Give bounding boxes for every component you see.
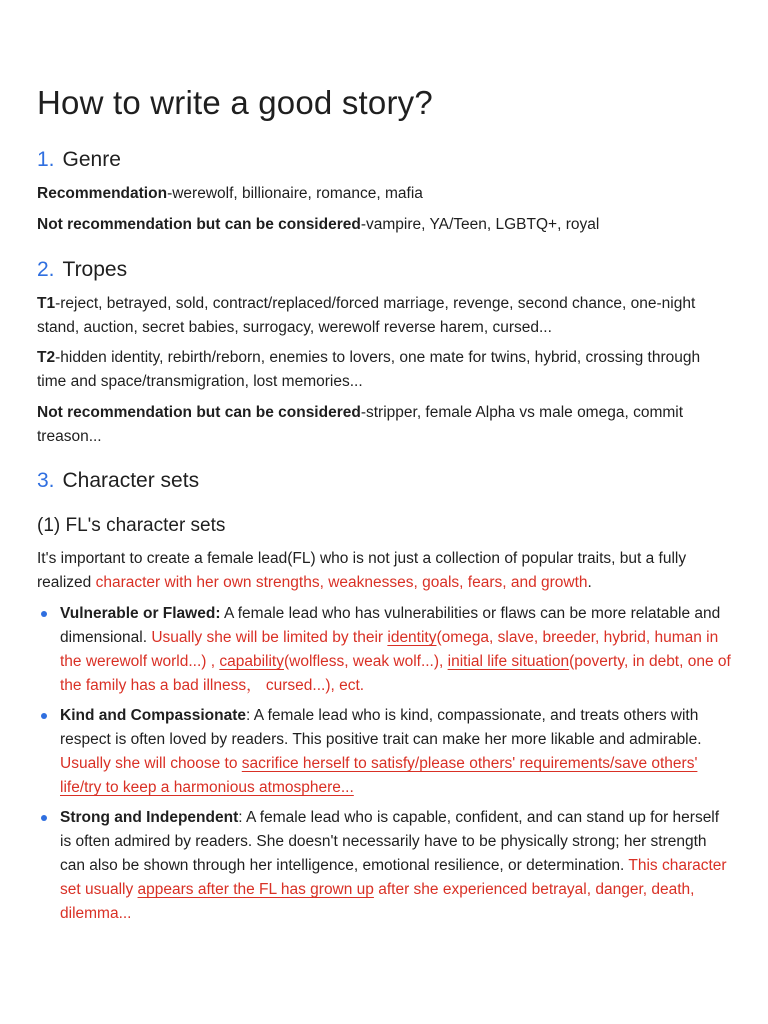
fl-intro [37,547,733,595]
tropes-t2-text: -hidden identity, rebirth/reborn, enemies to lovers, one mate for twins, hybrid, crossing through time and space/transmigration, lost memories... [37,349,701,390]
fl-intro-highlight: character with her own strengths, weaknesses, goals, fears, and growth [95,574,588,591]
bullet-kind [60,704,732,800]
fl-intro-text: It's important to create a female lead(FL) who is not just a collection of popular traits, but a fully realized [37,550,687,591]
bullet-highlight: after she experienced betrayal, danger, death, dilemma... [60,881,695,922]
genre-not-rec-label: Not recommendation but can be considered [37,216,361,233]
bullet-label: Vulnerable or Flawed: [60,605,221,622]
bullet-text: : A female lead who is kind, compassionate, and treats others with respect is often loved by readers. This positive trait can make her more likable and admirable. [60,707,702,748]
page-title: How to write a good story? [37,84,433,121]
bullet-underline: identity [387,629,437,646]
genre-not-rec-text: -vampire, YA/Teen, LGBTQ+, royal [360,216,600,233]
section-title: Character sets [62,469,200,492]
bullet-text: A female lead who has vulnerabilities or flaws can be more relatable and dimensional. [60,605,721,646]
section-number: 3. [37,469,55,492]
section-tropes-heading [37,258,127,282]
genre-not-recommendation [37,213,733,237]
bullet-label: Kind and Compassionate [60,707,247,724]
bullet-text: : A female lead who is capable, confident, and can stand up for herself is often admired by readers. She doesn't necessarily have to be physically strong; her strength can also be shown through her intelligence, emotional resilience, or determination. [60,809,720,874]
bullet-highlight: (wolfless, weak wolf...), [283,653,448,670]
tropes-t2 [37,346,733,394]
fl-character-sets-heading: (1) FL's character sets [37,515,226,536]
section-number: 1. [37,148,55,171]
bullet-highlight: This character set usually [60,857,727,898]
bullet-highlight: Usually she will choose to [60,755,242,772]
bullet-underline: capability [219,653,284,670]
genre-recommendation [37,182,733,206]
tropes-not-recommendation [37,401,733,449]
tropes-not-rec-label: Not recommendation but can be considered [37,404,361,421]
bullet-dot [41,611,47,617]
bullet-vulnerable [60,602,732,698]
tropes-t1 [37,292,733,340]
bullet-dot [41,713,47,719]
tropes-t1-label: T1 [37,295,56,312]
bullet-strong [60,806,732,926]
tropes-not-rec-text: -stripper, female Alpha vs male omega, commit treason... [37,404,684,445]
bullet-underline: initial life situation [447,653,570,670]
bullet-underline: appears after the FL has grown up [137,881,374,898]
section-title: Genre [62,148,121,171]
genre-rec-label: Recommendation [37,185,168,202]
bullet-highlight: (poverty, in debt, one of the family has a bad illness， cursed...), ect. [60,653,731,694]
section-number: 2. [37,258,55,281]
fl-intro-end: . [587,574,592,591]
section-genre-heading [37,148,121,172]
section-characters-heading [37,469,199,493]
bullet-highlight: (omega, slave, breeder, hybrid, human in the werewolf world...) , [60,629,719,670]
bullet-dot [41,815,47,821]
tropes-t2-label: T2 [37,349,56,366]
section-title: Tropes [62,258,128,281]
tropes-t1-text: -reject, betrayed, sold, contract/replaced/forced marriage, revenge, second chance, one-night stand, auction, secret babies, surrogacy, werewolf reverse harem, cursed... [37,295,696,336]
bullet-underline: sacrifice herself to satisfy/please others' requirements/save others' life/try to keep a harmonious atmosphere... [60,755,698,796]
bullet-highlight: Usually she will be limited by their [151,629,388,646]
genre-rec-text: -werewolf, billionaire, romance, mafia [167,185,423,202]
bullet-label: Strong and Independent [60,809,239,826]
